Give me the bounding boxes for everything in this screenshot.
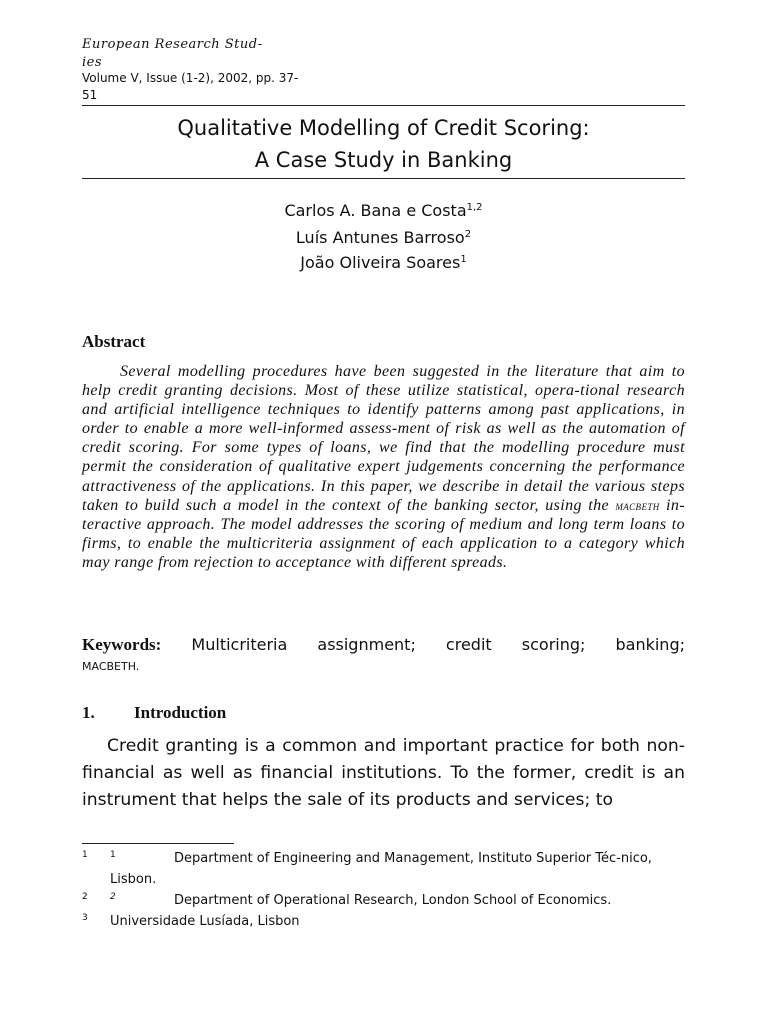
footnote-text: Universidade Lusíada, Lisbon <box>110 914 300 929</box>
footnote-text: Department of Engineering and Management, Instituto Superior Téc-nico, Lisbon. <box>110 851 652 887</box>
introduction-text: Credit granting is a common and important practice for both non-financial as well as financial institutions. To the former, credit is an instrument that helps the sale of its products and services; to <box>82 736 685 810</box>
author-name: Carlos A. Bana e Costa <box>284 201 467 220</box>
author-affiliation: 1 <box>460 254 467 265</box>
section-number: 1. <box>82 703 95 722</box>
abstract-text <box>82 362 685 572</box>
author-2 <box>82 224 685 249</box>
paper-title-line-1: Qualitative Modelling of Credit Scoring: <box>177 116 590 140</box>
journal-volume: Volume V, Issue (1-2), 2002, pp. 37-51 <box>82 71 299 102</box>
keywords-line <box>82 631 685 659</box>
author-1 <box>82 197 685 222</box>
macbeth-term: macbeth <box>615 497 660 513</box>
footnote-mark: 3 <box>82 913 88 923</box>
journal-name: European Research Stud-ies <box>82 37 263 70</box>
footnote-rule <box>82 843 234 844</box>
title-top-rule <box>82 105 685 106</box>
footnote-text: Department of Operational Research, London School of Economics. <box>174 893 612 908</box>
footnote-mark: 2 <box>82 892 88 902</box>
section-title: Introduction <box>134 703 227 722</box>
author-name: João Oliveira Soares <box>300 253 461 272</box>
section-heading <box>82 703 226 723</box>
keywords-text: Multicriteria assignment; credit scoring; banking; <box>191 635 685 654</box>
title-bottom-rule <box>82 178 685 179</box>
author-affiliation: 2 <box>464 229 472 240</box>
footnote-3 <box>82 911 685 932</box>
abstract-heading: Abstract <box>82 332 146 351</box>
author-name: Luís Antunes Barroso <box>295 228 465 247</box>
footnote-2 <box>82 890 685 911</box>
keywords-label: Keywords: <box>82 635 162 654</box>
abstract-text-part-1: Several modelling procedures have been suggested in the literature that aim to help credit granting decisions. Most of these utilize statistical, opera-tional research and artificial intelligence techniques to identify patterns among past applications, in order to enable a more well-informed assess-ment of risk as well as the automation of credit scoring. For some types of loans, we find that the modelling procedure must permit the consideration of qualitative expert judgements concerning the performance attractiveness of the applications. In this paper, we describe in detail the various steps taken to build such a model in the context of the banking sector, using the <box>82 363 685 514</box>
abstract-text-part-2: in-teractive approach. The model addresses the scoring of medium and long term loans to firms, to enable the multicriteria assignment of each application to a category which may range from rejection to acceptance with different spreads. <box>82 496 686 571</box>
footnote-mark: 1 <box>82 850 88 860</box>
footnote-mark-secondary: 1 <box>110 850 116 860</box>
footnote-mark-secondary: 2 <box>110 892 116 902</box>
keywords-last: MACBETH. <box>82 660 140 673</box>
author-3 <box>82 249 685 274</box>
paper-title-line-2: A Case Study in Banking <box>254 148 513 172</box>
footnote-1 <box>82 848 685 890</box>
author-affiliation: 1,2 <box>466 202 483 213</box>
